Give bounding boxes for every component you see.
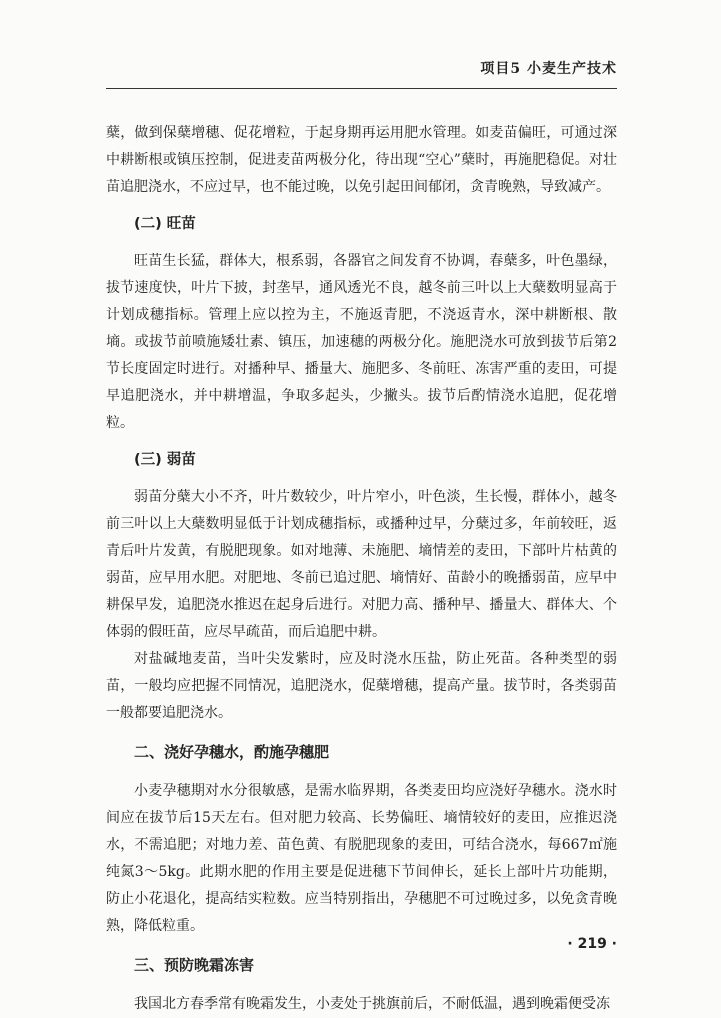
page-number: · 219 · (567, 936, 617, 952)
section-heading-wanshuang: 三、预防晚霜冻害 (134, 956, 255, 974)
running-header: 项目5 小麦生产技术 (480, 61, 617, 77)
paragraph: 对盐碱地麦苗，当叶尖发紫时，应及时浇水压盐，防止死苗。各种类型的弱苗，一般均应把握不同情况，追肥浇水，促蘖增穗，提高产量。拔节时，各类弱苗一般都要追肥浇水。 (106, 651, 617, 721)
page-body (106, 120, 617, 1018)
paragraph: 蘖，做到保蘖增穗、促花增粒，于起身期再运用肥水管理。如麦苗偏旺，可通过深中耕断根或镇压控制，促进麦苗两极分化，待出现“空心”蘖时，再施肥稳促。对壮苗追肥浇水，不应过早，也不能过晚，以免引起田间郁闭，贪青晚熟，导致减产。 (106, 125, 617, 195)
paragraph: 我国北方春季常有晚霜发生，小麦处于挑旗前后，不耐低温，遇到晚霜便受冻 (134, 996, 610, 1012)
section-heading-wangmiao: (二) 旺苗 (134, 216, 196, 232)
paragraph: 旺苗生长猛，群体大，根系弱，各器官之间发育不协调，春蘖多，叶色墨绿，拔节速度快，叶片下披，封垄早，通风透光不良，越冬前三叶以上大蘖数明显高于计划成穗指标。管理上应以控为主，不施返青肥，不浇返青水，深中耕断根、散墒。或拔节前喷施矮壮素、镇压，加速穗的两极分化。施肥浇水可放到拔节后第2节长度固定时进行。对播种早、播量大、施肥多、冬前旺、冻害严重的麦田，可提早追肥浇水，并中耕增温，争取多起头，少撇头。拔节后酌情浇水追肥，促花增粒。 (106, 253, 617, 431)
section-heading-ruomiao: (三) 弱苗 (134, 452, 196, 468)
header-rule (106, 88, 617, 89)
section-heading-yunsui: 二、浇好孕穗水，酌施孕穗肥 (134, 743, 330, 761)
paragraph: 小麦孕穗期对水分很敏感，是需水临界期，各类麦田均应浇好孕穗水。浇水时间应在拔节后15天左右。但对肥力较高、长势偏旺、墒情较好的麦田，应推迟浇水，不需追肥；对地力差、苗色黄、有脱肥现象的麦田，可结合浇水，每667㎡施纯氮3～5kg。此期水肥的作用主要是促进穗下节间伸长，延长上部叶片功能期，防止小花退化，提高结实粒数。应当特别指出，孕穗肥不可过晚过多，以免贪青晚熟，降低粒重。 (106, 783, 617, 934)
paragraph: 弱苗分蘖大小不齐，叶片数较少，叶片窄小，叶色淡，生长慢，群体小，越冬前三叶以上大蘖数明显低于计划成穗指标，或播种过早，分蘖过多，年前较旺，返青后叶片发黄，有脱肥现象。如对地薄、未施肥、墒情差的麦田，下部叶片枯黄的弱苗，应早用水肥。对肥地、冬前已追过肥、墒情好、苗龄小的晚播弱苗，应早中耕保早发，追肥浇水推迟在起身后进行。对肥力高、播种早、播量大、群体大、个体弱的假旺苗，应尽早疏苗，而后追肥中耕。 (106, 489, 617, 640)
